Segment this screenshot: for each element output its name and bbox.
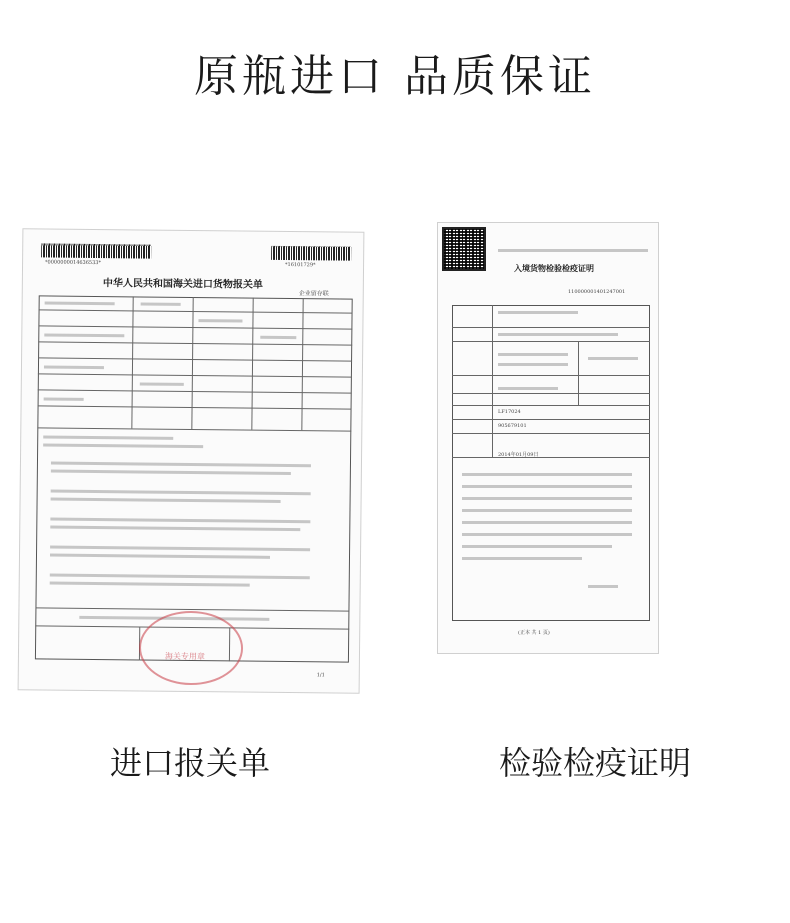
label-number: 905679101 (498, 423, 527, 429)
qr-code (442, 227, 486, 271)
customs-title: 中华人民共和国海关进口货物报关单 (102, 278, 263, 291)
barcode-right-number: *16101729* (285, 261, 316, 269)
customs-declaration-image (18, 228, 365, 694)
corner-label: 企业留存联 (298, 290, 329, 298)
cert-number: 110000001401247001 (568, 289, 626, 295)
lot-number: LF17024 (498, 409, 521, 415)
inspection-certificate-image (437, 222, 659, 654)
caption-customs: 进口报关单 (109, 744, 270, 782)
barcode-left (41, 243, 151, 258)
certificate-footer: (正本 共 1 页) (518, 630, 550, 636)
page-number: 1/1 (316, 672, 325, 679)
stamp-text: 海关专用章 (164, 651, 205, 662)
barcode-right (271, 246, 351, 261)
caption-inspection: 检验检疫证明 (498, 744, 691, 782)
certificate-title: 入境货物检验检疫证明 (514, 263, 594, 273)
barcode-left-number: *0000000014636533* (45, 259, 102, 267)
headline: 原瓶进口 品质保证 (194, 51, 596, 102)
entry-date: 2014年01月09日 (498, 452, 539, 458)
customs-stamp (139, 610, 244, 685)
